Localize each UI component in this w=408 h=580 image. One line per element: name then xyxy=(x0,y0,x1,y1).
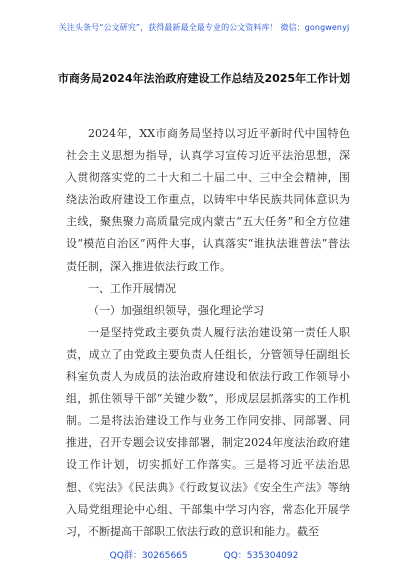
body-paragraph: 一是坚持党政主要负责人履行法治建设第一责任人职责，成立了由党政主要负责人任组长，分管领导任副组长科室负责人为成员的法治政府建设和依法行政工作领导小组，抓住领导干部“关键少数”，形成层层抓落实的工作机制。二是将法治建设工作与业务工作同安排、同部署、同推进，召开专题会议安排部署，制定2024年度法治政府建设工作计划，切实抓好工作落实。三是将习近平法治思想、《宪法》《民法典》《行政复议法》《安全生产法》等纳入局党组理论中心组、干部集中学习内容，常态化开展学习，不断提高干部职工依法行政的意识和能力。截至 xyxy=(66,325,350,538)
document-title: 市商务局2024年法治政府建设工作总结及2025年工作计划 xyxy=(57,72,351,85)
header-banner: 关注头条号“公文研究”，获得最新最全最专业的公文资料库！ 微信：gongwenyj xyxy=(58,23,350,32)
subsection-heading: （一）加强组织领导，强化理论学习 xyxy=(88,303,264,317)
footer-contact xyxy=(0,548,408,561)
qq-group-text: QQ群：30265665 xyxy=(109,551,188,561)
intro-paragraph: 2024年，XX市商务局坚持以习近平新时代中国特色社会主义思想为指导，认真学习宣传习近平法治思想，深入贯彻落实党的二十大和二十届二中、三中全会精神，围绕法治政府建设工作重点，以铸牢中华民族共同体意识为主线，聚焦聚力高质量完成内蒙古“五大任务”和全方位建设“模范自治区”两件大事，认真落实“谁执法谁普法”普法责任制，深入推进依法行政工作。 xyxy=(66,127,350,273)
document-body xyxy=(66,123,350,543)
section-heading: 一、工作开展情况 xyxy=(88,281,176,295)
qq-number-text: QQ：535304092 xyxy=(223,551,299,561)
